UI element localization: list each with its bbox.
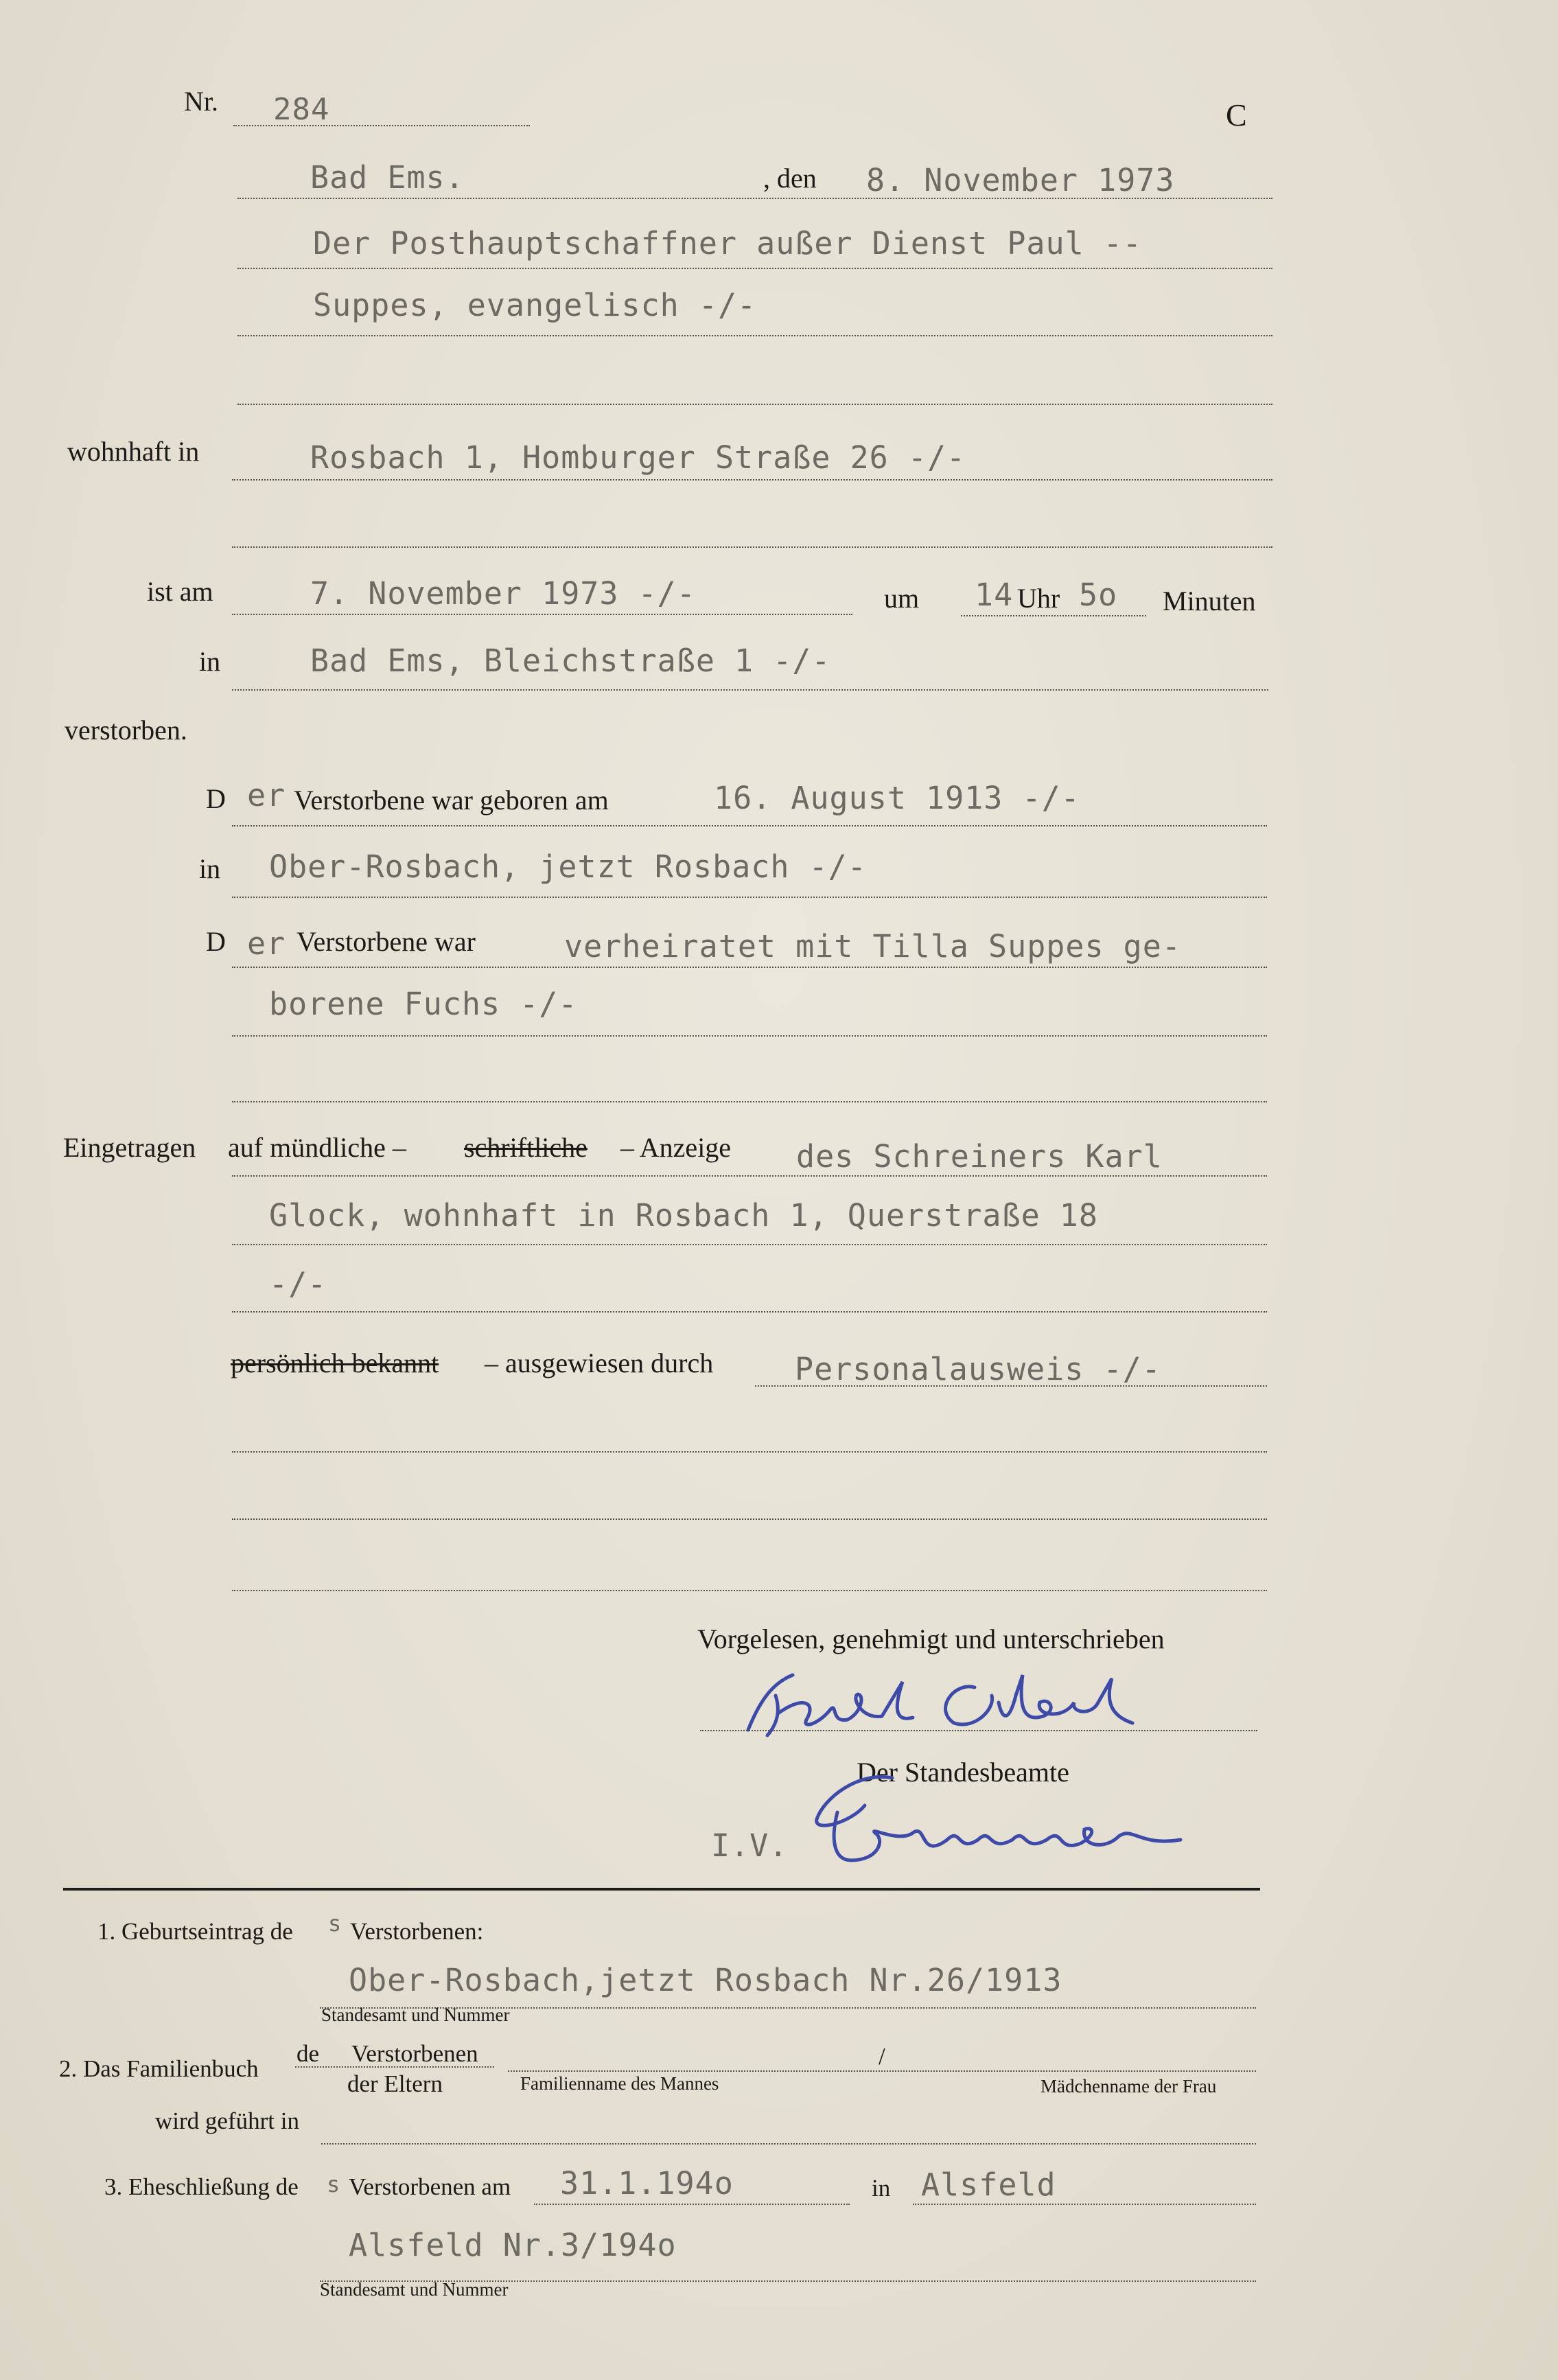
birth-place: Ober-Rosbach, jetzt Rosbach -/- bbox=[269, 848, 867, 885]
marriage-place: Alsfeld bbox=[921, 2167, 1056, 2203]
read-approved-signed: Vorgelesen, genehmigt und unterschrieben bbox=[697, 1624, 1165, 1654]
death-place-label: in bbox=[199, 646, 221, 677]
informant-line-1-rule bbox=[232, 1175, 1267, 1177]
death-date-label: ist am bbox=[147, 576, 213, 607]
report-oral-label: auf mündliche – bbox=[228, 1132, 406, 1163]
informant-signature bbox=[728, 1654, 1153, 1757]
number-label: Nr. bbox=[184, 86, 218, 117]
note-1-article-suffix: s bbox=[328, 1910, 342, 1937]
iv-label: I.V. bbox=[711, 1827, 789, 1864]
note-1-label-end: Verstorbenen: bbox=[350, 1918, 484, 1945]
report-written-struck: schriftliche bbox=[464, 1132, 588, 1163]
deceased-line-2: Suppes, evangelisch -/- bbox=[313, 287, 757, 323]
marriage-registry-caption: Standesamt und Nummer bbox=[320, 2279, 509, 2300]
husband-surname-caption: Familienname des Mannes bbox=[520, 2073, 719, 2094]
informant-line-2-rule bbox=[232, 1244, 1267, 1245]
death-place: Bad Ems, Bleichstraße 1 -/- bbox=[310, 643, 831, 679]
marital-line-2: borene Fuchs -/- bbox=[269, 986, 578, 1022]
residence-value: Rosbach 1, Homburger Straße 26 -/- bbox=[310, 439, 966, 476]
birth-place-rule bbox=[232, 897, 1267, 898]
deceased-line-3-rule bbox=[237, 404, 1272, 405]
note-3-in: in bbox=[872, 2175, 891, 2202]
informant-signature-rule bbox=[700, 1730, 1257, 1731]
blank-rule-1 bbox=[232, 1451, 1267, 1453]
registry-place: Bad Ems. bbox=[310, 159, 465, 196]
minutes-label: Minuten bbox=[1163, 586, 1256, 616]
den-label: , den bbox=[763, 163, 817, 194]
note-1-label: 1. Geburtseintrag de bbox=[97, 1918, 293, 1945]
time-uhr-label: Uhr bbox=[1017, 583, 1060, 614]
birth-place-label: in bbox=[199, 853, 221, 884]
marital-line-1: verheiratet mit Tilla Suppes ge- bbox=[564, 928, 1181, 964]
marital-line-3-rule bbox=[232, 1101, 1267, 1102]
residence-rule-2 bbox=[232, 546, 1272, 548]
note-2-names-rule bbox=[508, 2070, 1256, 2072]
deceased-line-1: Der Posthauptschaffner außer Dienst Paul -- bbox=[313, 225, 1142, 262]
death-date: 7. November 1973 -/- bbox=[310, 575, 696, 612]
died-label: verstorben. bbox=[65, 715, 187, 746]
section-divider bbox=[63, 1888, 1260, 1891]
residence-label: wohnhaft in bbox=[67, 436, 200, 467]
registrar-signature bbox=[810, 1757, 1194, 1874]
informant-line-3: -/- bbox=[269, 1266, 327, 1302]
report-announcement-label: – Anzeige bbox=[620, 1132, 732, 1163]
death-time-rule bbox=[961, 615, 1146, 616]
number-line bbox=[233, 125, 530, 126]
note-2-slash: / bbox=[879, 2043, 885, 2070]
blank-rule-2 bbox=[232, 1518, 1267, 1520]
note-2-kept-rule bbox=[321, 2143, 1256, 2145]
death-hour: 14 bbox=[975, 577, 1014, 613]
identification-rule bbox=[755, 1385, 1267, 1387]
residence-rule bbox=[232, 479, 1272, 481]
note-2-deceased: Verstorbenen bbox=[351, 2040, 478, 2067]
birth-date-rule bbox=[232, 825, 1267, 827]
note-2-label: 2. Das Familienbuch bbox=[59, 2055, 259, 2082]
personally-known-struck: persönlich bekannt bbox=[231, 1348, 439, 1378]
marriage-date-rule bbox=[534, 2204, 850, 2205]
death-minute: 5o bbox=[1079, 577, 1118, 613]
note-2-deceased-rule bbox=[295, 2066, 494, 2068]
deceased-line-2-rule bbox=[237, 335, 1272, 336]
death-date-rule bbox=[232, 614, 852, 615]
identified-by-label: – ausgewiesen durch bbox=[485, 1348, 714, 1378]
birth-date: 16. August 1913 -/- bbox=[714, 780, 1080, 816]
informant-line-3-rule bbox=[232, 1311, 1267, 1313]
marriage-registry: Alsfeld Nr.3/194o bbox=[349, 2227, 677, 2263]
death-place-rule bbox=[232, 689, 1268, 691]
time-um-label: um bbox=[884, 583, 920, 614]
note-2-parents: der Eltern bbox=[347, 2070, 443, 2097]
identification-document: Personalausweis -/- bbox=[795, 1351, 1161, 1387]
informant-line-1: des Schreiners Karl bbox=[796, 1138, 1163, 1175]
note-3-article-suffix: s bbox=[327, 2171, 341, 2197]
marital-line-1-rule bbox=[232, 967, 1267, 968]
registrar-label: Der Standesbeamte bbox=[857, 1757, 1069, 1788]
note-2-de: de bbox=[297, 2040, 320, 2067]
wife-maiden-name-caption: Mädchenname der Frau bbox=[1040, 2076, 1217, 2096]
marital-article-suffix: er bbox=[247, 925, 286, 962]
marital-d-prefix: D bbox=[206, 926, 226, 957]
informant-line-2: Glock, wohnhaft in Rosbach 1, Querstraße 18 bbox=[269, 1197, 1098, 1234]
birth-label: Verstorbene war geboren am bbox=[294, 785, 609, 816]
marriage-date: 31.1.194o bbox=[560, 2165, 734, 2202]
note-2-kept-in: wird geführt in bbox=[155, 2107, 299, 2134]
birth-registry-entry: Ober-Rosbach,jetzt Rosbach Nr.26/1913 bbox=[349, 1962, 1062, 1998]
birth-d-prefix: D bbox=[206, 783, 226, 814]
blank-rule-3 bbox=[232, 1590, 1267, 1591]
birth-article-suffix: er bbox=[247, 777, 286, 813]
registration-date: 8. November 1973 bbox=[866, 162, 1175, 198]
record-number: 284 bbox=[273, 92, 330, 127]
marital-line-2-rule bbox=[232, 1035, 1267, 1037]
form-letter: C bbox=[1226, 97, 1247, 132]
note-3-label: 3. Eheschließung de bbox=[104, 2173, 299, 2200]
entered-label: Eingetragen bbox=[63, 1132, 196, 1163]
place-date-line bbox=[237, 198, 1272, 199]
birth-registry-caption: Standesamt und Nummer bbox=[321, 2004, 510, 2025]
deceased-line-1-rule bbox=[237, 268, 1272, 269]
marriage-place-rule bbox=[913, 2204, 1256, 2205]
marital-label: Verstorbene war bbox=[297, 926, 476, 957]
note-3-label-end: Verstorbenen am bbox=[349, 2173, 511, 2200]
